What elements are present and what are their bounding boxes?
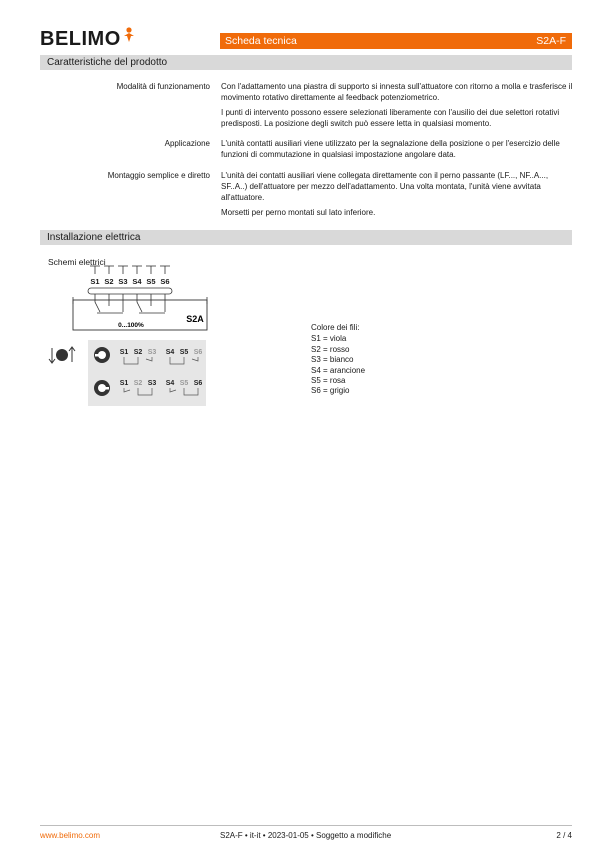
device-label: S2A — [186, 314, 204, 324]
wire-color-item: S5 = rosa — [311, 376, 346, 386]
wire-colors-title: Colore dei fili: — [311, 323, 360, 332]
status-terminal: S2 — [133, 349, 143, 356]
footer-website-link[interactable]: www.belimo.com — [40, 831, 101, 840]
feature-paragraph: Morsetti per perno montati sul lato inferiore. — [221, 208, 376, 217]
footer-divider — [40, 825, 572, 826]
feature-paragraph: L'unità contatti ausiliari viene utilizzato per la segnalazione della posizione o per l'esercizio delle funzioni di commutazione in qualsiasi impostazione angolare data. — [221, 139, 560, 159]
section-features-title: Caratteristiche del prodotto — [47, 57, 168, 68]
brand-name: BELIMO — [40, 27, 121, 50]
range-label: 0...100% — [118, 322, 144, 329]
feature-text-mounting — [221, 170, 573, 222]
footer-document-info: S2A-F • it-it • 2023-01-05 • Soggetto a modifiche — [220, 831, 392, 840]
product-code: S2A-F — [536, 35, 566, 47]
feature-text-application — [221, 138, 573, 164]
page-title: Scheda tecnica — [225, 35, 297, 47]
feature-paragraph: L'unità dei contatti ausiliari viene collegata direttamente con il perno passante (LF..., NF..A..., SF..A..) dell'attuatore per mezzo dell'adattamento. Una volta montata, l'unità viene avvitata all'attuatore. — [221, 171, 549, 202]
feature-paragraph: I punti di intervento possono essere selezionati liberamente con l'ausilio dei due selettori rotativi predisposti. La posizione degli switch può essere letta in qualsiasi momento. — [221, 108, 560, 128]
section-install-header — [40, 230, 572, 245]
feature-label-mode: Modalità di funzionamento — [116, 82, 210, 91]
status-terminal: S3 — [147, 380, 157, 387]
status-terminal: S4 — [165, 349, 175, 356]
selector-cw-icon — [94, 380, 110, 396]
terminal-label: S5 — [146, 277, 156, 286]
brand-logo — [40, 27, 136, 51]
wire-color-item: S1 = viola — [311, 334, 347, 344]
feature-paragraph: Con l'adattamento una piastra di supporto si innesta sull'attuatore con ritorno a molla e trasferisce il movimento rotativo direttamente al feedback potenziometrico. — [221, 82, 573, 102]
wire-color-item: S6 = grigio — [311, 386, 350, 396]
status-terminal: S3 — [147, 349, 157, 356]
status-terminal: S2 — [133, 380, 143, 387]
status-terminal: S5 — [179, 349, 189, 356]
wiring-diagram-subtitle: Schemi elettrici — [48, 257, 106, 267]
logo-figure-icon — [122, 27, 136, 43]
status-terminal: S4 — [165, 380, 175, 387]
header-bar — [220, 33, 572, 49]
feature-label-application: Applicazione — [164, 139, 210, 148]
terminal-label: S1 — [90, 277, 100, 286]
selector-ccw-icon — [94, 347, 110, 363]
status-terminal: S6 — [193, 380, 203, 387]
wire-color-item: S4 = arancione — [311, 365, 366, 375]
status-terminal: S1 — [119, 380, 129, 387]
status-terminal: S1 — [119, 349, 129, 356]
section-features-header — [40, 55, 572, 70]
rotation-direction-icon — [49, 347, 75, 363]
wiring-diagram — [40, 262, 220, 412]
section-install-title: Installazione elettrica — [47, 232, 141, 243]
wire-color-item: S3 = bianco — [311, 355, 354, 365]
status-terminal: S6 — [193, 349, 203, 356]
status-terminal: S5 — [179, 380, 189, 387]
terminal-label: S2 — [104, 277, 114, 286]
terminal-label: S3 — [118, 277, 128, 286]
terminal-label: S4 — [132, 277, 142, 286]
wire-color-item: S2 = rosso — [311, 344, 350, 354]
footer-page-number: 2 / 4 — [556, 831, 572, 840]
wire-colors-list — [311, 323, 365, 397]
feature-text-mode — [221, 81, 573, 133]
feature-label-mounting: Montaggio semplice e diretto — [107, 171, 210, 180]
terminal-label: S6 — [160, 277, 170, 286]
